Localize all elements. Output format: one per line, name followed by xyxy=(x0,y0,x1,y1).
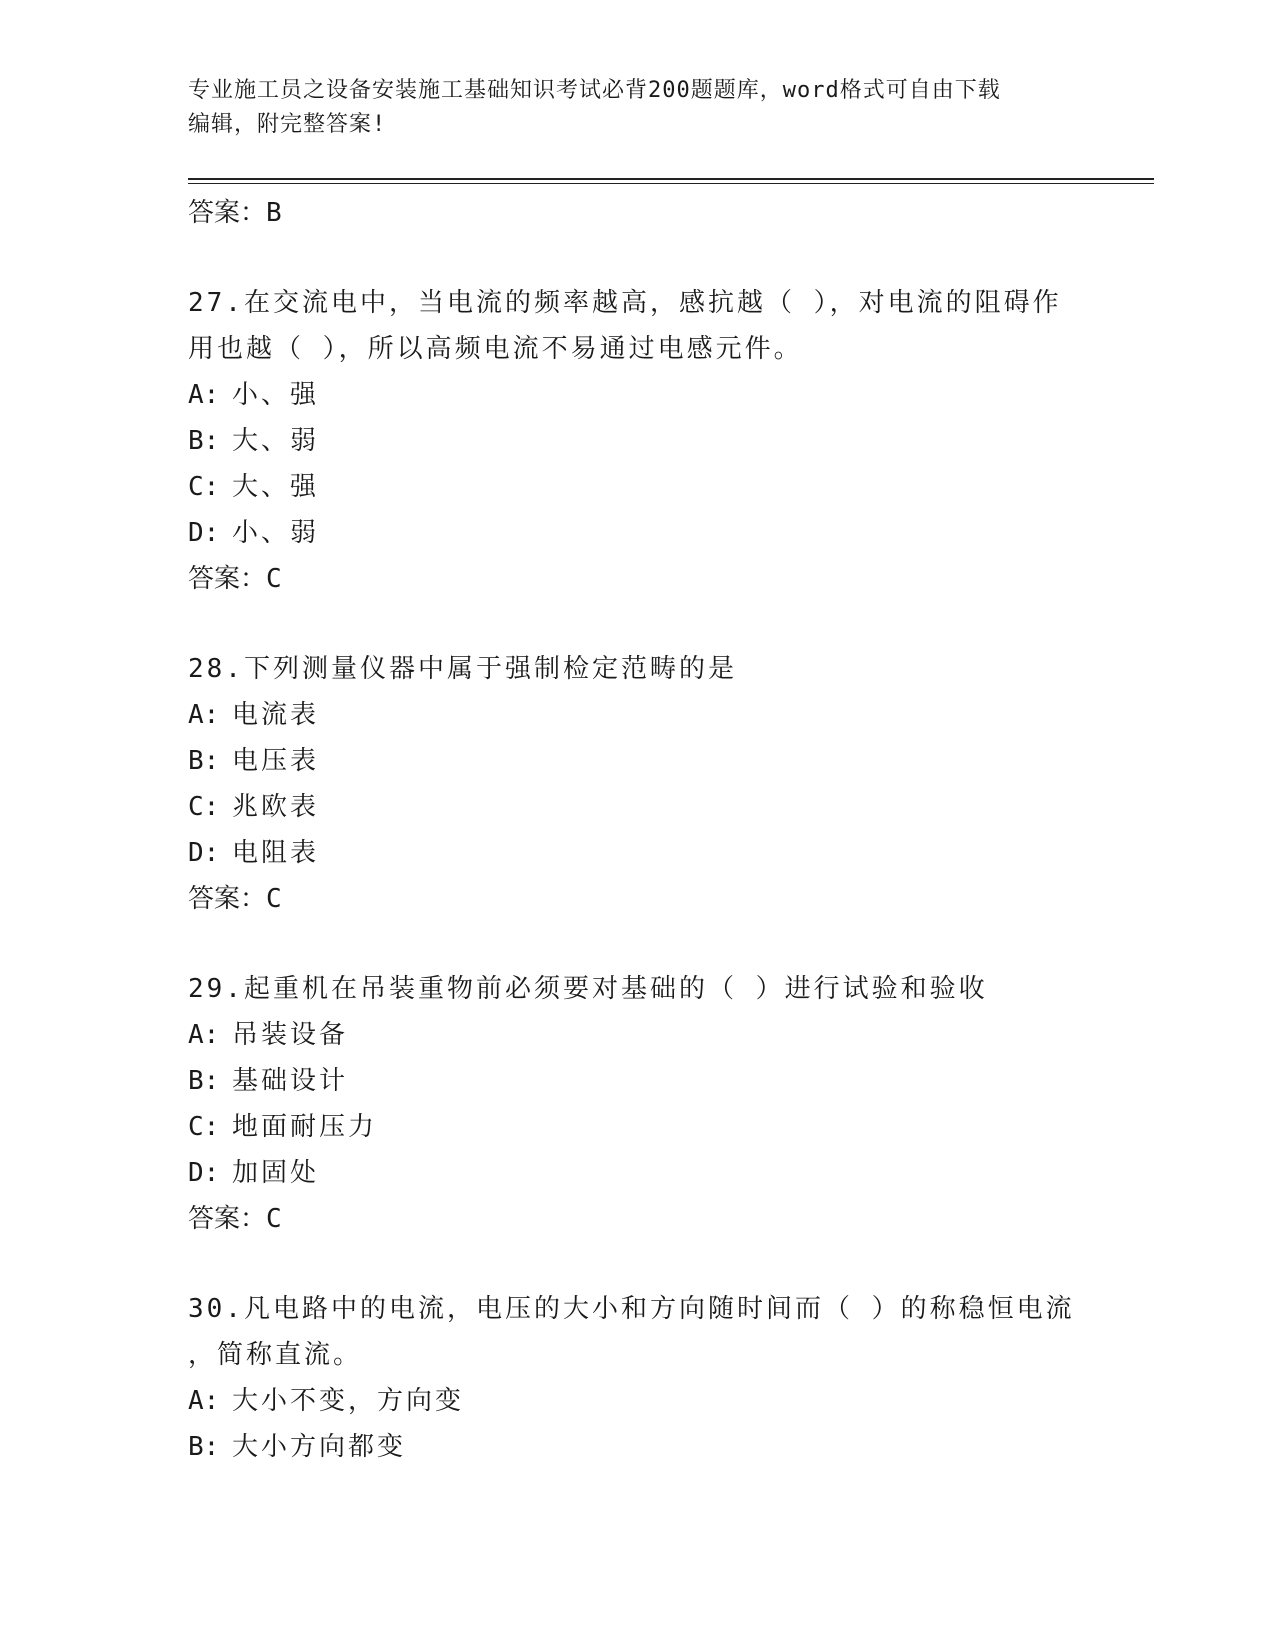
option-c xyxy=(188,1104,1108,1150)
option-b xyxy=(188,1424,1108,1470)
option-text: 大、弱 xyxy=(232,426,320,456)
option-text: 小、强 xyxy=(232,380,320,410)
answer-line xyxy=(188,1196,1108,1242)
answer-value: B xyxy=(266,198,282,228)
answer-line xyxy=(188,556,1108,602)
option-text: 电阻表 xyxy=(232,838,320,868)
option-text: 大、强 xyxy=(232,472,320,502)
answer-label: 答案： xyxy=(188,1204,267,1234)
option-letter: B: xyxy=(188,1432,220,1462)
option-text: 大小不变，方向变 xyxy=(232,1386,465,1416)
option-letter: A: xyxy=(188,700,220,730)
option-c xyxy=(188,784,1108,830)
option-d xyxy=(188,510,1108,556)
answer-line xyxy=(188,190,1108,236)
option-text: 基础设计 xyxy=(232,1066,349,1096)
option-letter: C: xyxy=(188,472,220,502)
option-a xyxy=(188,1012,1108,1058)
answer-value: C xyxy=(266,884,282,914)
answer-label: 答案： xyxy=(188,884,267,914)
option-b xyxy=(188,738,1108,784)
option-d xyxy=(188,830,1108,876)
question-28 xyxy=(188,646,1108,922)
option-letter: D: xyxy=(188,838,220,868)
option-text: 加固处 xyxy=(232,1158,320,1188)
question-stem-line: 28.下列测量仪器中属于强制检定范畴的是 xyxy=(188,654,737,684)
option-letter: B: xyxy=(188,1066,220,1096)
answer-value: C xyxy=(266,564,282,594)
option-a xyxy=(188,692,1108,738)
option-letter: C: xyxy=(188,1112,220,1142)
question-stem-line: 30.凡电路中的电流，电压的大小和方向随时间而（ ）的称稳恒电流 xyxy=(188,1294,1075,1324)
option-text: 吊装设备 xyxy=(232,1020,349,1050)
option-letter: A: xyxy=(188,1386,220,1416)
option-letter: B: xyxy=(188,426,220,456)
option-text: 地面耐压力 xyxy=(232,1112,378,1142)
option-c xyxy=(188,464,1108,510)
answer-line xyxy=(188,876,1108,922)
option-letter: D: xyxy=(188,1158,220,1188)
option-b xyxy=(188,1058,1108,1104)
option-letter: A: xyxy=(188,380,220,410)
option-d xyxy=(188,1150,1108,1196)
question-stem xyxy=(188,1286,1108,1378)
header-line-2: 编辑，附完整答案! xyxy=(188,112,387,137)
option-text: 电压表 xyxy=(232,746,320,776)
question-stem-line: 29.起重机在吊装重物前必须要对基础的（ ）进行试验和验收 xyxy=(188,974,988,1004)
header-line-1: 专业施工员之设备安装施工基础知识考试必背200题题库，word格式可自由下载 xyxy=(188,78,1001,103)
question-stem xyxy=(188,966,1108,1012)
option-letter: D: xyxy=(188,518,220,548)
document-header xyxy=(188,74,1088,142)
option-letter: A: xyxy=(188,1020,220,1050)
option-text: 大小方向都变 xyxy=(232,1432,407,1462)
header-divider-thick xyxy=(188,178,1154,180)
question-stem-line: ，简称直流。 xyxy=(188,1340,363,1370)
option-text: 兆欧表 xyxy=(232,792,320,822)
question-stem-line: 27.在交流电中，当电流的频率越高，感抗越（ ），对电流的阻碍作 xyxy=(188,288,1062,318)
answer-value: C xyxy=(266,1204,282,1234)
question-stem-line: 用也越（ ），所以高频电流不易通过电感元件。 xyxy=(188,334,803,364)
answer-label: 答案： xyxy=(188,198,267,228)
question-29 xyxy=(188,966,1108,1242)
answer-label: 答案： xyxy=(188,564,267,594)
header-divider-thin xyxy=(188,183,1154,184)
option-text: 小、弱 xyxy=(232,518,320,548)
question-27 xyxy=(188,280,1108,602)
option-letter: C: xyxy=(188,792,220,822)
question-list xyxy=(188,190,1108,1470)
option-letter: B: xyxy=(188,746,220,776)
question-stem xyxy=(188,280,1108,372)
option-b xyxy=(188,418,1108,464)
option-a xyxy=(188,1378,1108,1424)
question-30 xyxy=(188,1286,1108,1470)
option-a xyxy=(188,372,1108,418)
question-stem xyxy=(188,646,1108,692)
option-text: 电流表 xyxy=(232,700,320,730)
